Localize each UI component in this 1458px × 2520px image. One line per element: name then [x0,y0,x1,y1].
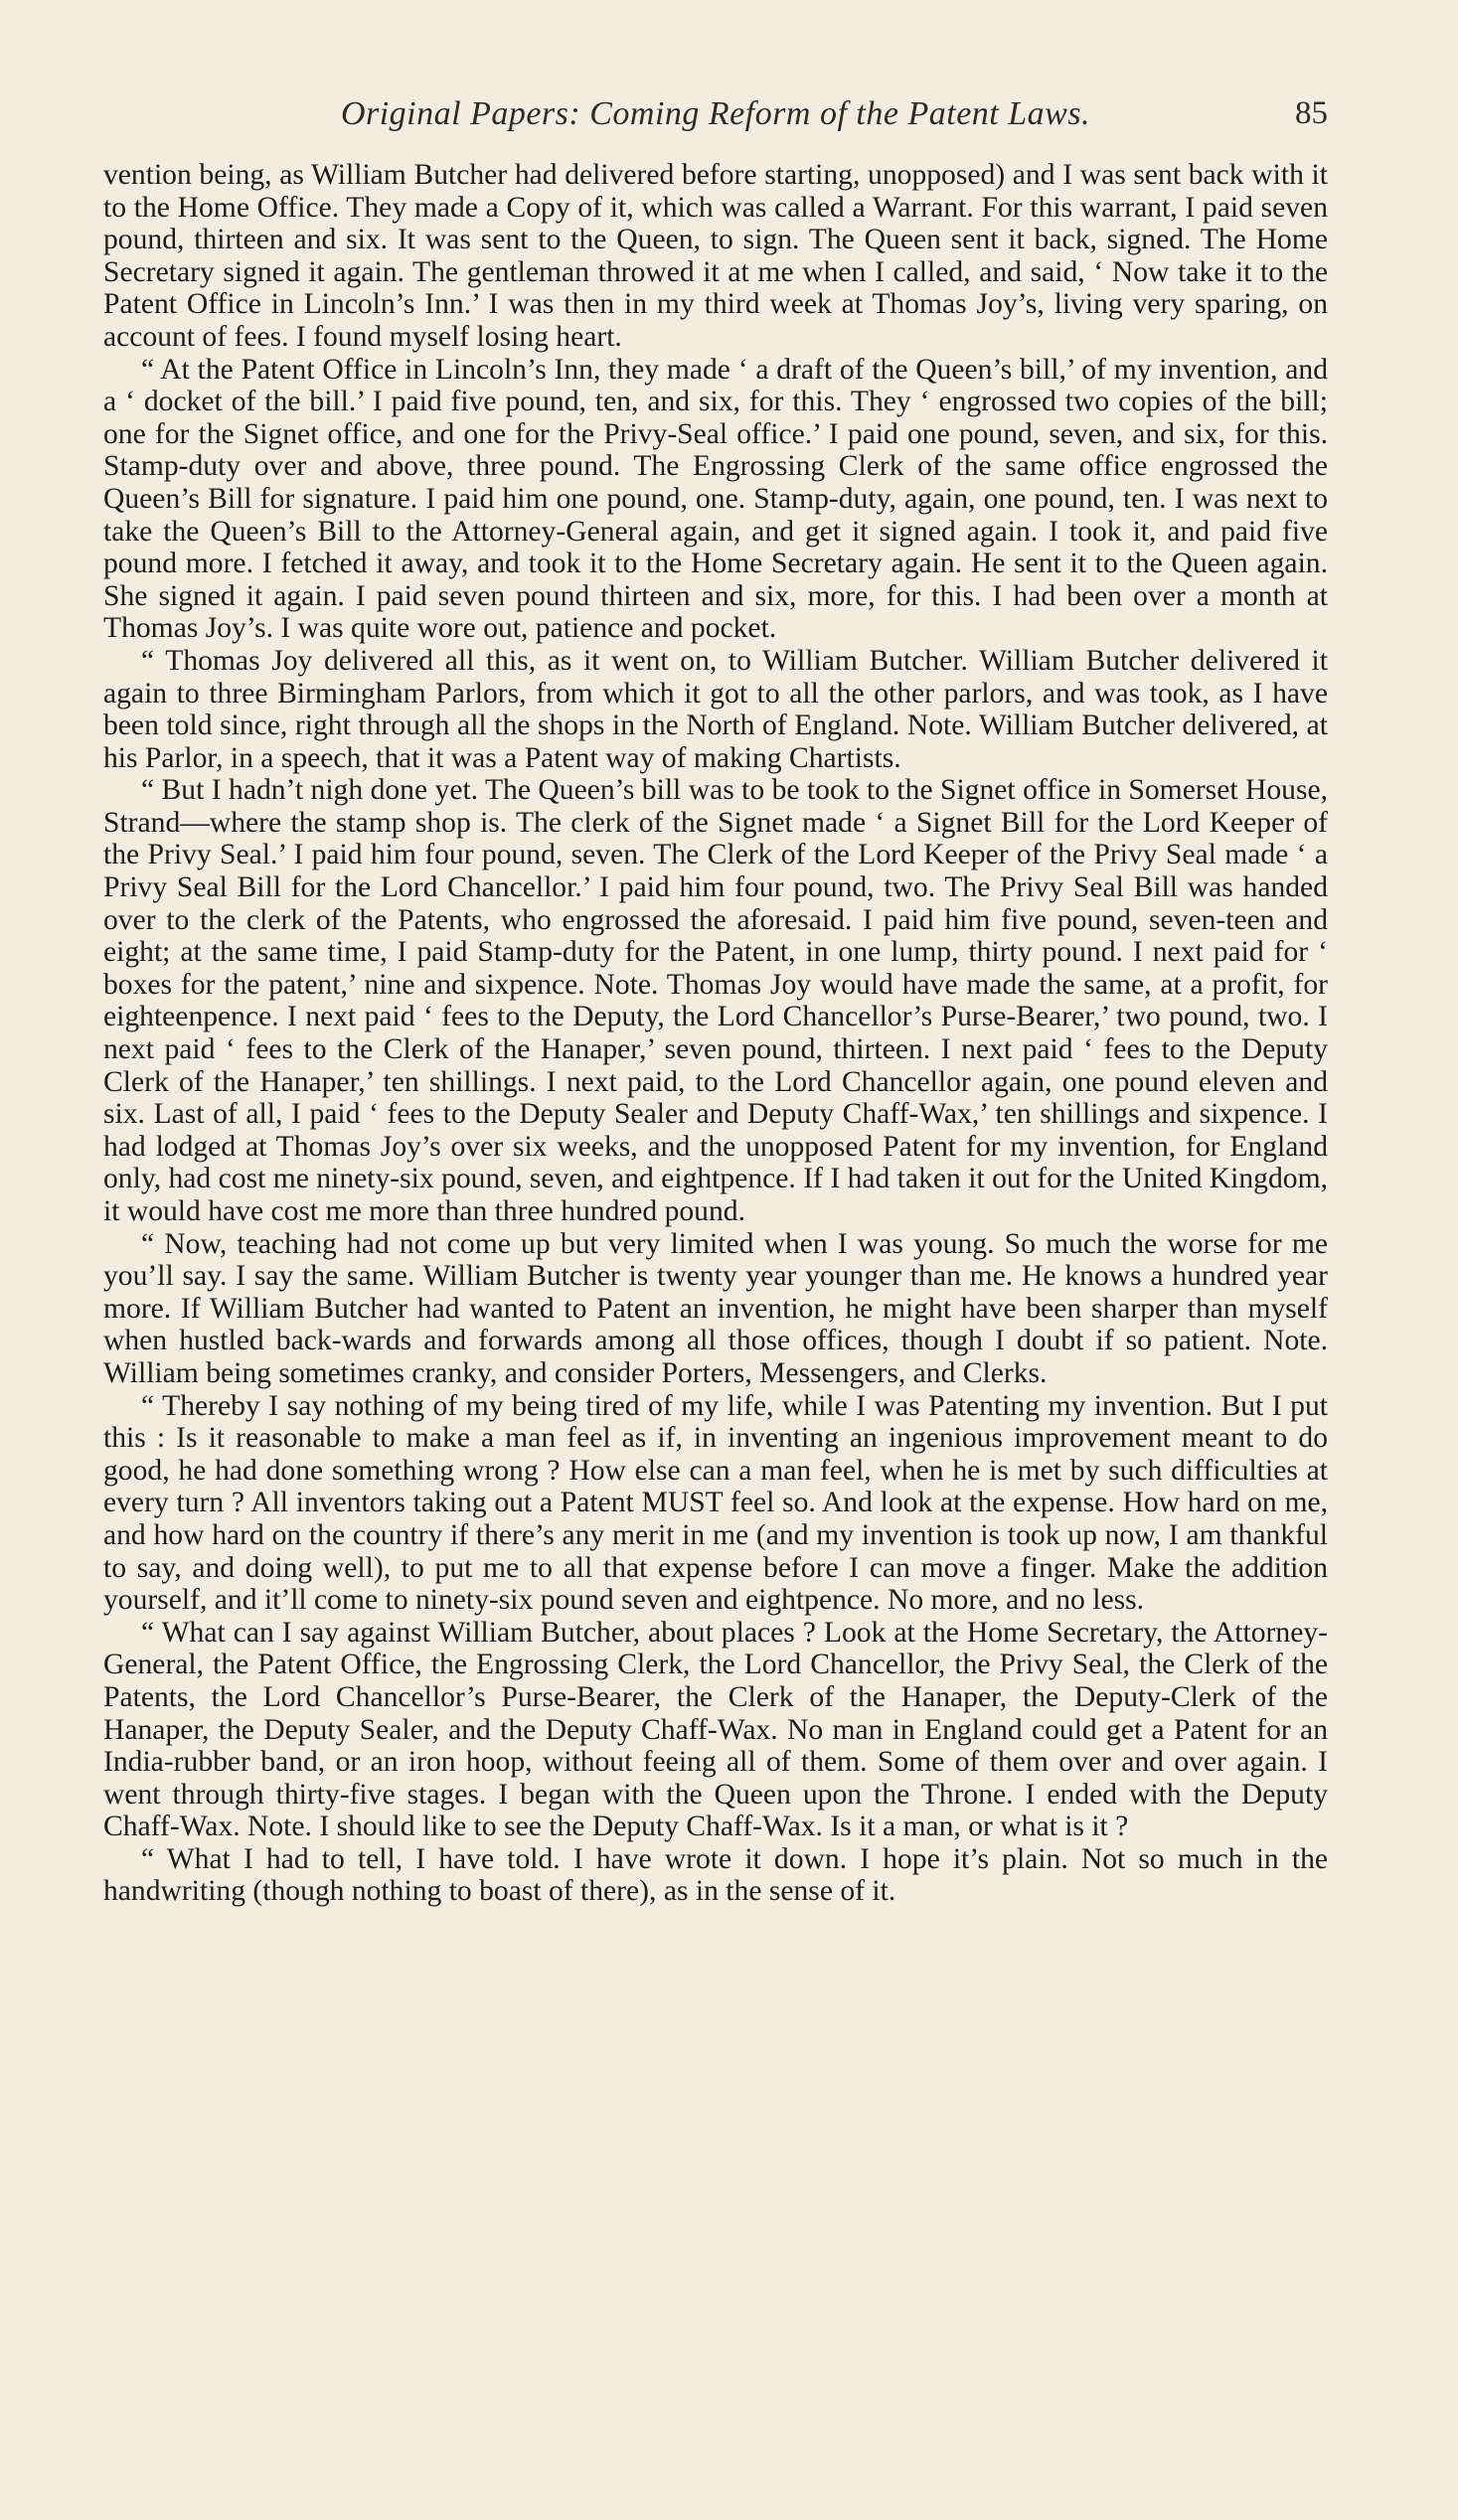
paragraph-tired-of-life: “ Thereby I say nothing of my being tired of my life, while I was Patenting my invention. But I put this : Is it reasonable to make a man feel as if, in inventing an ingenious improvement meant to do good, he had done something wrong ? How else can a man feel, when he is met by such difficulties at every turn ? All inventors taking out a Patent MUST feel so. And look at the expense. How hard on me, and how hard on the country if there’s any merit in me (and my invention is took up now, I am thankful to say, and doing well), to put me to all that expense before I can move a finger. Make the addition yourself, and it’ll come to ninety-six pound seven and eightpence. No more, and no less. [103,1389,1328,1617]
page-number: 85 [1295,95,1328,131]
page-body [103,159,1328,1908]
paragraph-patent-office: “ At the Patent Office in Lincoln’s Inn, they made ‘ a draft of the Queen’s bill,’ of my invention, and a ‘ docket of the bill.’ I paid five pound, ten, and six, for this. They ‘ engrossed two copies of the bill; one for the Signet office, and one for the Privy-Seal office.’ I paid one pound, seven, and six, for this. Stamp-duty over and above, three pound. The Engrossing Clerk of the same office engrossed the Queen’s Bill for signature. I paid him one pound, one. Stamp-duty, again, one pound, ten. I was next to take the Queen’s Bill to the Attorney-General again, and get it signed again. I took it, and paid five pound more. I fetched it away, and took it to the Home Secretary again. He sent it to the Queen again. She signed it again. I paid seven pound thirteen and six, more, for this. I had been over a month at Thomas Joy’s. I was quite wore out, patience and pocket. [103,353,1328,645]
page-header [103,91,1328,141]
paragraph-teaching: “ Now, teaching had not come up but very limited when I was young. So much the worse for me you’ll say. I say the same. William Butcher is twenty year younger than me. He knows a hundred year more. If William Butcher had wanted to Patent an invention, he might have been sharper than myself when hustled back-wards and forwards among all those offices, though I doubt if so patient. Note. William being sometimes cranky, and consider Porters, Messengers, and Clerks. [103,1227,1328,1389]
paragraph-continuation: vention being, as William Butcher had delivered before starting, unopposed) and I was sent back with it to the Home Office. They made a Copy of it, which was called a Warrant. For this warrant, I paid seven pound, thirteen and six. It was sent to the Queen, to sign. The Queen sent it back, signed. The Home Secretary signed it again. The gentleman throwed it at me when I called, and said, ‘ Now take it to the Patent Office in Lincoln’s Inn.’ I was then in my third week at Thomas Joy’s, living very sparing, on account of fees. I found myself losing heart. [103,159,1328,353]
paragraph-signet-office: “ But I hadn’t nigh done yet. The Queen’s bill was to be took to the Signet office in Somerset House, Strand—where the stamp shop is. The clerk of the Signet made ‘ a Signet Bill for the Lord Keeper of the Privy Seal.’ I paid him four pound, seven. The Clerk of the Lord Keeper of the Privy Seal made ‘ a Privy Seal Bill for the Lord Chancellor.’ I paid him four pound, two. The Privy Seal Bill was handed over to the clerk of the Patents, who engrossed the aforesaid. I paid him five pound, seven-teen and eight; at the same time, I paid Stamp-duty for the Patent, in one lump, thirty pound. I next paid for ‘ boxes for the patent,’ nine and sixpence. Note. Thomas Joy would have made the same, at a profit, for eighteenpence. I next paid ‘ fees to the Deputy, the Lord Chancellor’s Purse-Bearer,’ two pound, two. I next paid ‘ fees to the Clerk of the Hanaper,’ seven pound, thirteen. I next paid ‘ fees to the Deputy Clerk of the Hanaper,’ ten shillings. I next paid, to the Lord Chancellor again, one pound eleven and six. Last of all, I paid ‘ fees to the Deputy Sealer and Deputy Chaff-Wax,’ ten shillings and sixpence. I had lodged at Thomas Joy’s over six weeks, and the unopposed Patent for my invention, for England only, had cost me ninety-six pound, seven, and eightpence. If I had taken it out for the United Kingdom, it would have cost me more than three hundred pound. [103,774,1328,1227]
paragraph-thomas-joy: “ Thomas Joy delivered all this, as it went on, to William Butcher. William Butcher delivered it again to three Birmingham Parlors, from which it got to all the other parlors, and was took, as I have been told since, right through all the shops in the North of England. Note. William Butcher delivered, at his Parlor, in a speech, that it was a Patent way of making Chartists. [103,644,1328,774]
paragraph-closing: “ What I had to tell, I have told. I have wrote it down. I hope it’s plain. Not so much in the handwriting (though nothing to boast of there), as in the sense of it. [103,1842,1328,1908]
running-title: Original Papers: Coming Reform of the Patent Laws. [340,95,1091,132]
paragraph-about-places: “ What can I say against William Butcher, about places ? Look at the Home Secretary, the Attorney-General, the Patent Office, the Engrossing Clerk, the Lord Chancellor, the Privy Seal, the Clerk of the Patents, the Lord Chancellor’s Purse-Bearer, the Clerk of the Hanaper, the Deputy-Clerk of the Hanaper, the Deputy Sealer, and the Deputy Chaff-Wax. No man in England could get a Patent for an India-rubber band, or an iron hoop, without feeing all of them. Some of them over and over again. I went through thirty-five stages. I began with the Queen upon the Throne. I ended with the Deputy Chaff-Wax. Note. I should like to see the Deputy Chaff-Wax. Is it a man, or what is it ? [103,1616,1328,1843]
